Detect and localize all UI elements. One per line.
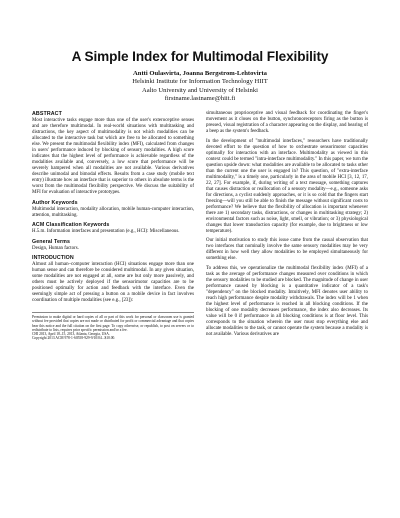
paper-title: A Simple Index for Multimodal Flexibility — [71, 49, 329, 64]
keywords-text: Multimodal interaction, modality allocation, mobile human-computer interaction, attention, multitasking. — [32, 206, 194, 218]
abstract-heading: ABSTRACT — [32, 111, 62, 117]
intro-paragraph-3: Our initial motivation to study this issue came from the casual observation that two interfaces that nominally involve the same sensory modalities may be very different in how well they allow modalities to be employed simultaneously for something else. — [206, 238, 368, 261]
affiliation-2: Aalto University and University of Helsinki — [142, 86, 258, 94]
general-terms-text: Design, Human factors. — [32, 245, 79, 251]
acm-text: H.5.m. Information interfaces and presentation (e.g., HCI): Miscellaneous. — [32, 229, 180, 234]
intro-continuation: simultaneous proprioceptive and visual feedback for coordinating the finger's movement as it closes on the button, synchronoreceptors firing as the button is pressed, visual registration of a character appearing on the display, and hearing of a beep as the system's feedback. — [206, 111, 368, 134]
two-column-body — [32, 111, 368, 341]
permission-notice — [32, 312, 194, 341]
keywords-heading: Author Keywords — [32, 199, 78, 206]
author-email: firstname.lastname@hiit.fi — [164, 94, 236, 102]
affiliation-1: Helsinki Institute for Information Technology HIIT — [132, 78, 268, 86]
left-column — [32, 111, 194, 341]
conference-line: CHI 2013, April 18–15, 2013, Atlanta, Georgia, USA. — [32, 332, 110, 337]
abstract-text: Most interactive tasks engage more than one of the user's exteroceptive senses and are therefore multimodal. In real-world situations with multitasking and distractions, the key aspect of multimodality is not which modalities can be allocated to the interactive task but which are free to be allocated to something else. We present the multimodal flexibility index (MFI), calculated from changes in users' performance induced by blocking of sensory modalities. A high score indicates that the highest level of performance is achievable regardless of the modalities available and, conversely, a low score that performance will be severely hampered when all modalities are not available. Various derivatives describe unimodal and bimodal effects. Results from a case study (mobile text entry) illustrate how an interface that is superior to others in absolute terms is the worst from the multimodal flexibility perspective. We discuss the suitability of MFI for evaluation of interactive prototypes. — [32, 118, 194, 195]
author-block — [0, 70, 400, 103]
author-names: Antti Oulasvirta, Joanna Bergstrom-Lehtovirta — [133, 70, 267, 77]
right-column — [206, 111, 368, 341]
introduction-heading: INTRODUCTION — [32, 255, 74, 261]
intro-paragraph-4: To address this, we operationalize the multimodal flexibility index (MFI) of a task as the average of performance changes measured over conditions in which the sensory modalities to be studied are blocked. The magnitude of change in user performance caused by blocking is a quantitative indicator of a task's "dependency" on the blocked modality. Intuitively, MFI denotes user ability to reach high performance despite modality withdrawals. The index will be 1 when the highest level of performance is reached in all blocking conditions. If the blocking of one modality decreases performance, the index also decreases. Its value will be 0 if performance in all blocking conditions is at floor level. This corresponds to the situation wherein the user must stop everything else and allocate modalities to the task, or cannot operate the system because a modality is not available. Various derivatives are — [206, 265, 368, 337]
permission-text: Permission to make digital or hard copies of all or part of this work for personal or classroom use is granted without fee provided that copies are not made or distributed for profit or commercial advantage and that copies bear this notice and the full citation on the first page. To copy otherwise, or republish, to post on servers or to redistribute to lists, requires prior specific permission and/or a fee. — [32, 315, 194, 332]
general-terms-heading: General Terms — [32, 238, 71, 245]
copyright-line: Copyright 2013 ACM 978-1-60558-929-9/10/04...$10.00. — [32, 336, 116, 341]
acm-heading: ACM Classification Keywords — [32, 222, 110, 228]
introduction-text: Almost all human–computer interaction (HCI) situations engage more than one human sense and can therefore be considered multimodal. In any given situation, some modalities are not engaged at all, some are but only more passively, and others must be actively deployed if the sensorimotor capacities are to be positioned optimally for action and feedback with the interface. Even the seemingly simple act of pressing a button on a mobile device in fact involves coordination of multiple modalities (see e.g., [23]): — [32, 262, 194, 303]
intro-paragraph-2: In the development of "multimodal interfaces," researchers have traditionally devoted effort to the question of how to orchestrate sensorimotor capacities optimally for interaction with an interface. Multimodality as viewed in this context could be termed "intra-interface multimodality." In this paper, we turn the question upside down: what modalities are available to be allocated to tasks other than the current one the user is engaged in? This question, of "extra-interface multimodality," is a timely one, particularly in the area of mobile HCI [3, 12, 17, 22, 27]. For example, if, during writing of a text message, something captures that causes distraction or reallocation of a sensory modality—e.g., someone asks for directions, a cyclist suddenly approaches, or it is so cold that the fingers start freezing—will you still be able to finish the message without significant costs to performance? We believe that the flexibility of allocation is important whenever there are 1) secondary tasks, distractions, or changes in multitasking strategy; 2) environmental factors such as noise, light, smell, or vibration; or 3) physiological changes that lower transduction capacity (for example, due to brightness or low temperature). — [206, 138, 368, 234]
